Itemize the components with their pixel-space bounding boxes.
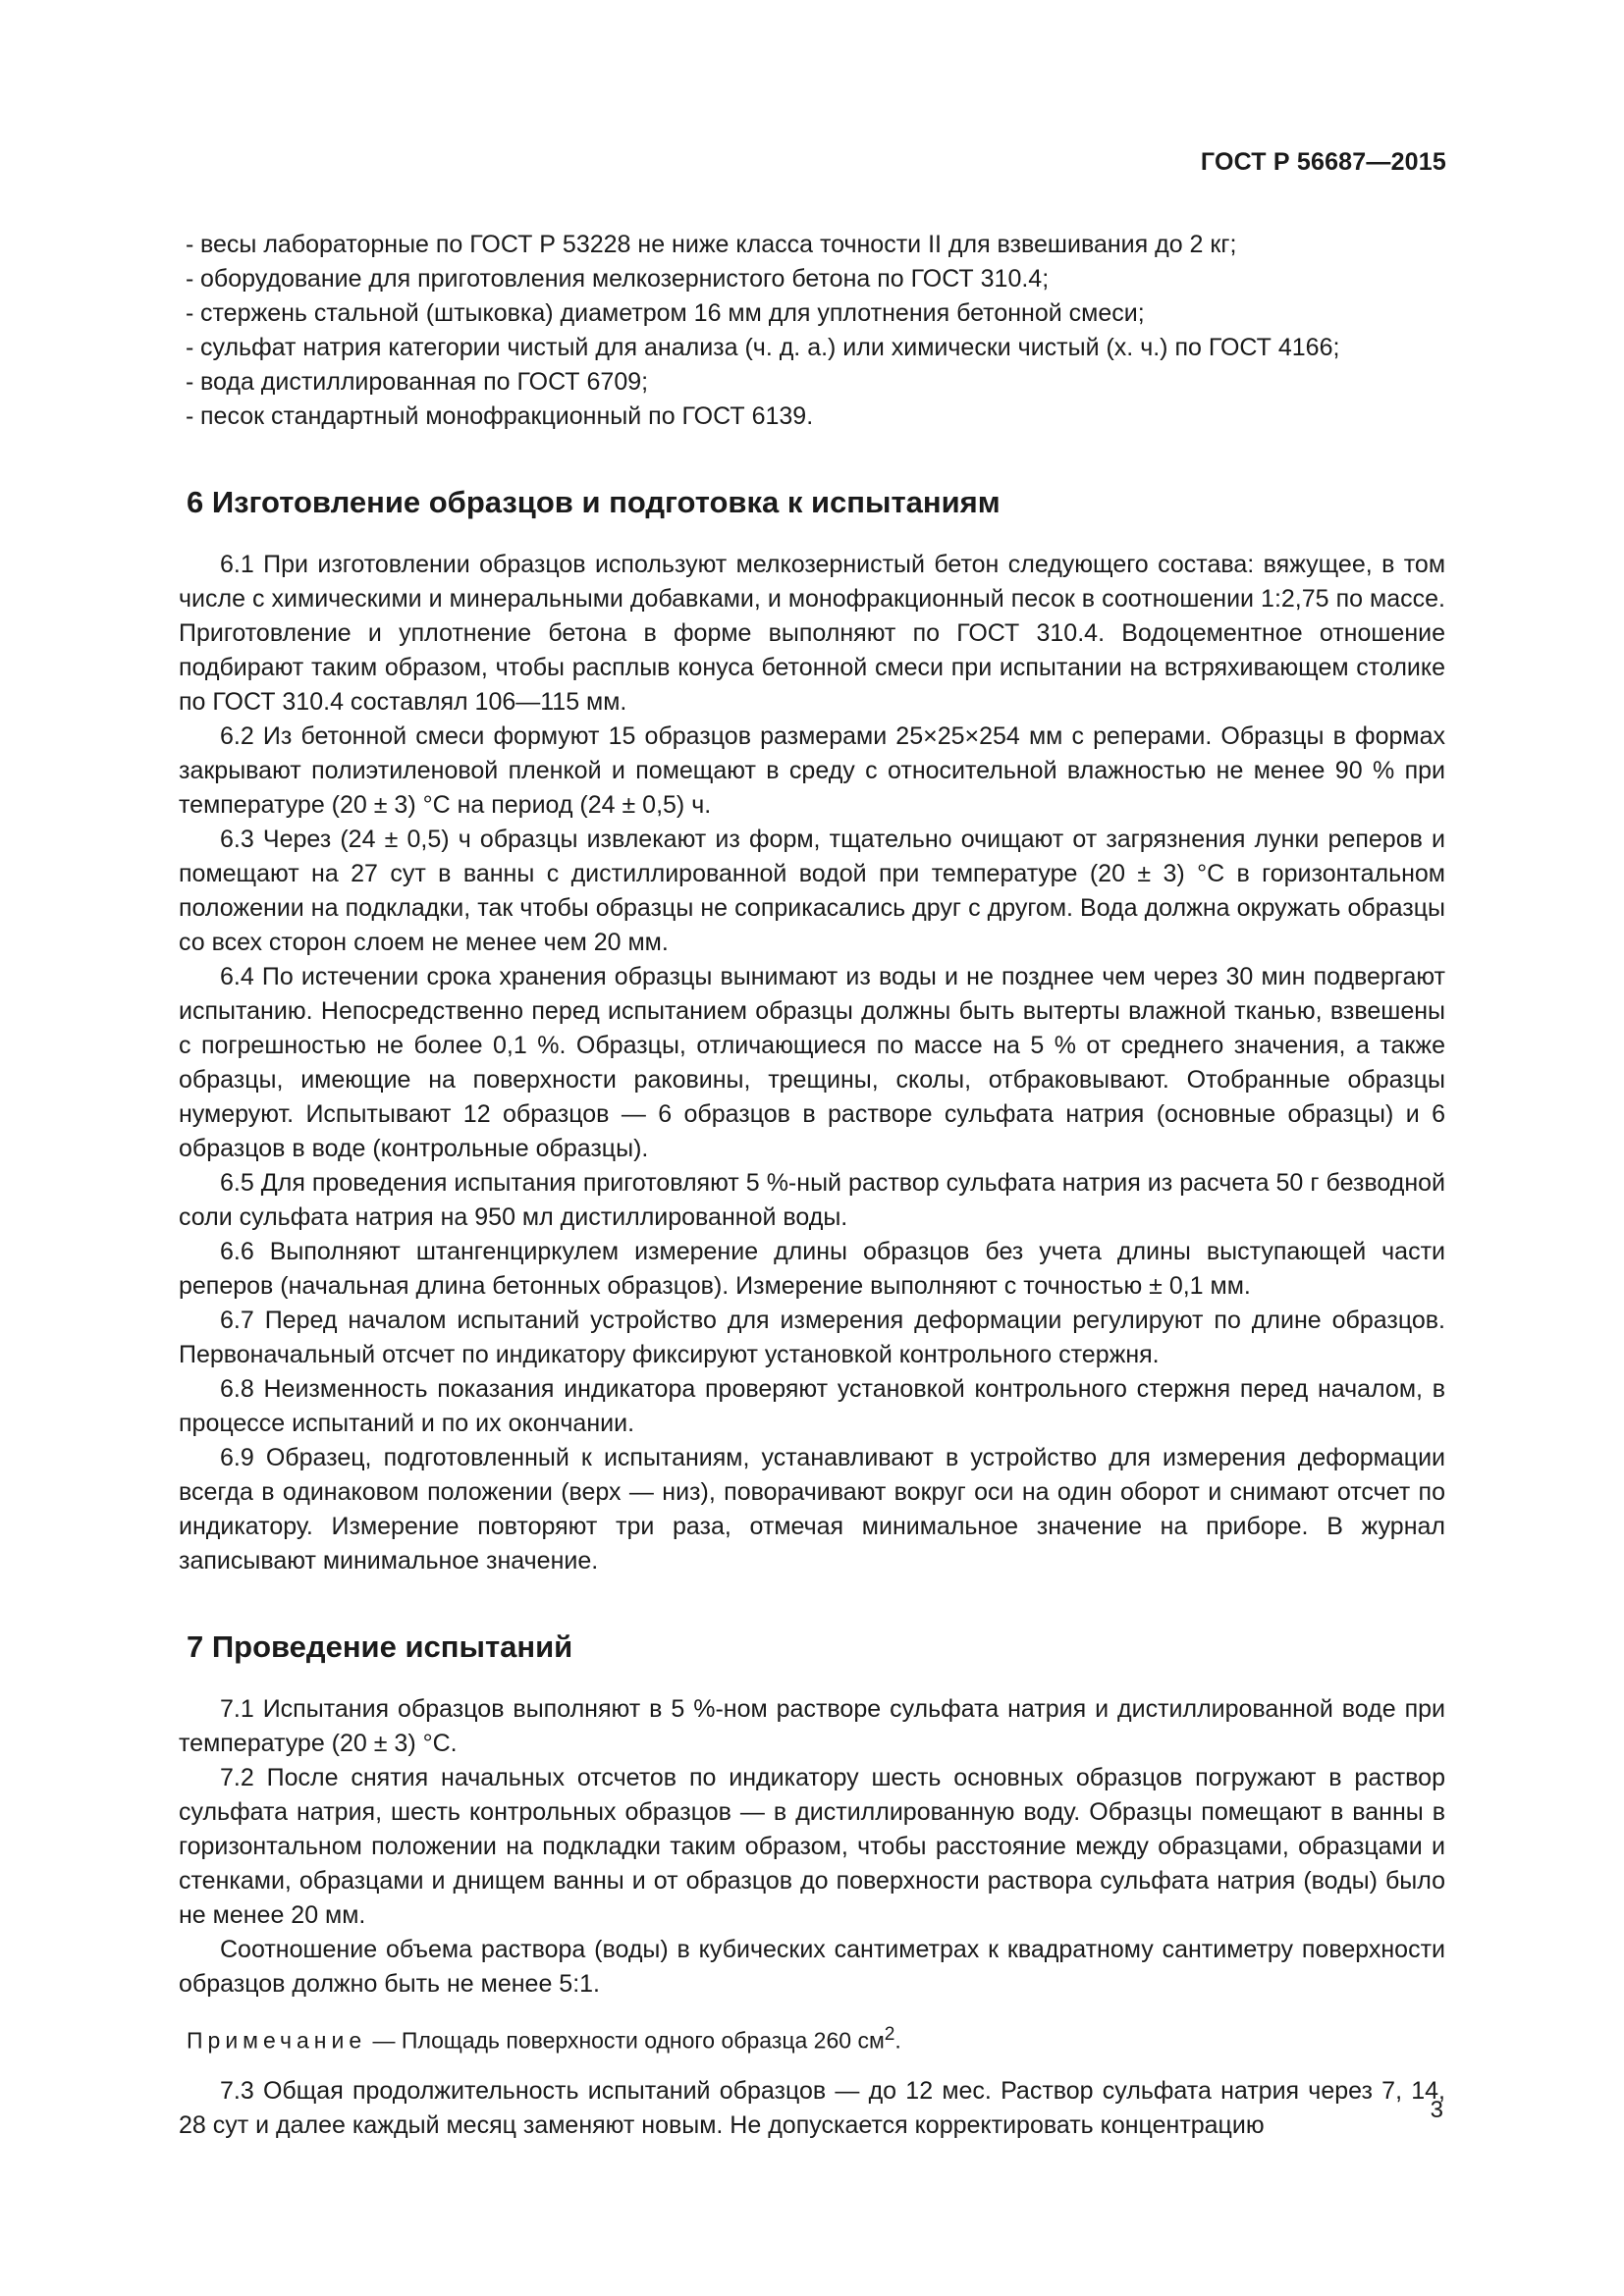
note-label: Примечание [187,2027,367,2054]
page-content [179,228,1445,2143]
paragraph-6-7: 6.7 Перед началом испытаний устройство для измерения деформации регулируют по длине образцов. Первоначальный отсчет по индикатору фиксируют установкой контрольного стержня. [179,1307,1445,1368]
paragraph-6-2: 6.2 Из бетонной смеси формуют 15 образцов размерами 25×25×254 мм с реперами. Образцы в формах закрывают полиэтиленовой пленкой и помещают в среду с относительной влажностью не менее 90 % при температуре (20 ± 3) °С на период (24 ± 0,5) ч. [179,722,1445,819]
list-item: - песок стандартный монофракционный по ГОСТ 6139. [179,400,1445,434]
note-end: . [894,2027,901,2054]
paragraph-7-2-ratio: Соотношение объема раствора (воды) в кубических сантиметрах к квадратному сантиметру поверхности образцов должно быть не менее 5:1. [179,1936,1445,1998]
note-text: — Площадь поверхности одного образца 260 см [366,2027,885,2054]
page-number: 3 [1430,2097,1443,2123]
note-superscript: 2 [884,2024,895,2045]
paragraph-6-5: 6.5 Для проведения испытания приготовляют 5 %-ный раствор сульфата натрия из расчета 50 г безводной соли сульфата натрия на 950 мл дистиллированной воды. [179,1169,1445,1231]
paragraph-6-4: 6.4 По истечении срока хранения образцы вынимают из воды и не позднее чем через 30 мин подвергают испытанию. Непосредственно перед испытанием образцы должны быть вытерты влажной тканью, взвешены с погрешностью не более 0,1 %. Образцы, отличающиеся по массе на 5 % от среднего значения, а также образцы, имеющие на поверхности раковины, трещины, сколы, отбраковывают. Отобранные образцы нумеруют. Испытывают 12 образцов — 6 образцов в растворе сульфата натрия (основные образцы) и 6 образцов в воде (контрольные образцы). [179,963,1445,1162]
paragraph-7-1: 7.1 Испытания образцов выполняют в 5 %-ном растворе сульфата натрия и дистиллированной воде при температуре (20 ± 3) °С. [179,1695,1445,1757]
paragraph-6-1: 6.1 При изготовлении образцов используют мелкозернистый бетон следующего состава: вяжущее, в том числе с химическими и минеральными добавками, и монофракционный песок в соотношении 1:2,75 по массе. Приготовление и уплотнение бетона в форме выполняют по ГОСТ 310.4. Водоцементное отношение подбирают таким образом, чтобы расплыв конуса бетонной смеси при испытании на встряхивающем столике по ГОСТ 310.4 составлял 106—115 мм. [179,551,1445,716]
paragraph-6-3: 6.3 Через (24 ± 0,5) ч образцы извлекают из форм, тщательно очищают от загрязнения лунки реперов и помещают на 27 сут в ванны с дистиллированной водой при температуре (20 ± 3) °С в горизонтальном положении на подкладки, так чтобы образцы не соприкасались друг с другом. Вода должна окружать образцы со всех сторон слоем не менее чем 20 мм. [179,826,1445,956]
list-item: - сульфат натрия категории чистый для анализа (ч. д. а.) или химически чистый (х. ч.) по ГОСТ 4166; [179,331,1445,365]
list-item: - весы лабораторные по ГОСТ Р 53228 не ниже класса точности II для взвешивания до 2 кг; [179,228,1445,262]
section-6-heading: 6 Изготовление образцов и подготовка к испытаниям [187,485,1001,519]
paragraph-6-6: 6.6 Выполняют штангенциркулем измерение длины образцов без учета длины выступающей части реперов (начальная длина бетонных образцов). Измерение выполняют с точностью ± 0,1 мм. [179,1238,1445,1300]
paragraph-6-8: 6.8 Неизменность показания индикатора проверяют установкой контрольного стержня перед началом, в процессе испытаний и по их окончании. [179,1375,1445,1437]
paragraph-7-2: 7.2 После снятия начальных отсчетов по индикатору шесть основных образцов погружают в раствор сульфата натрия, шесть контрольных образцов — в дистиллированную воду. Образцы помещают в ванны в горизонтальном положении на подкладки таким образом, чтобы расстояние между образцами, образцами и стенками, образцами и днищем ванны и от образцов до поверхности раствора сульфата натрия (воды) было не менее 20 мм. [179,1764,1445,1929]
section-7-heading: 7 Проведение испытаний [187,1629,573,1664]
list-item: - оборудование для приготовления мелкозернистого бетона по ГОСТ 310.4; [179,262,1445,296]
list-item: - стержень стальной (штыковка) диаметром 16 мм для уплотнения бетонной смеси; [179,296,1445,331]
paragraph-7-3: 7.3 Общая продолжительность испытаний образцов — до 12 мес. Раствор сульфата натрия через 7, 14, 28 сут и далее каждый месяц заменяют новым. Не допускается корректировать концентрацию [179,2076,1445,2139]
list-item: - вода дистиллированная по ГОСТ 6709; [179,365,1445,400]
paragraph-6-9: 6.9 Образец, подготовленный к испытаниям, устанавливают в устройство для измерения деформации всегда в одинаковом положении (верх — низ), поворачивают вокруг оси на один оборот и снимают отсчет по индикатору. Измерение повторяют три раза, отмечая минимальное значение на приборе. В журнал записывают минимальное значение. [179,1444,1445,1575]
equipment-list [179,228,1445,434]
note [187,2017,1445,2058]
document-id: ГОСТ Р 56687—2015 [1200,148,1446,176]
